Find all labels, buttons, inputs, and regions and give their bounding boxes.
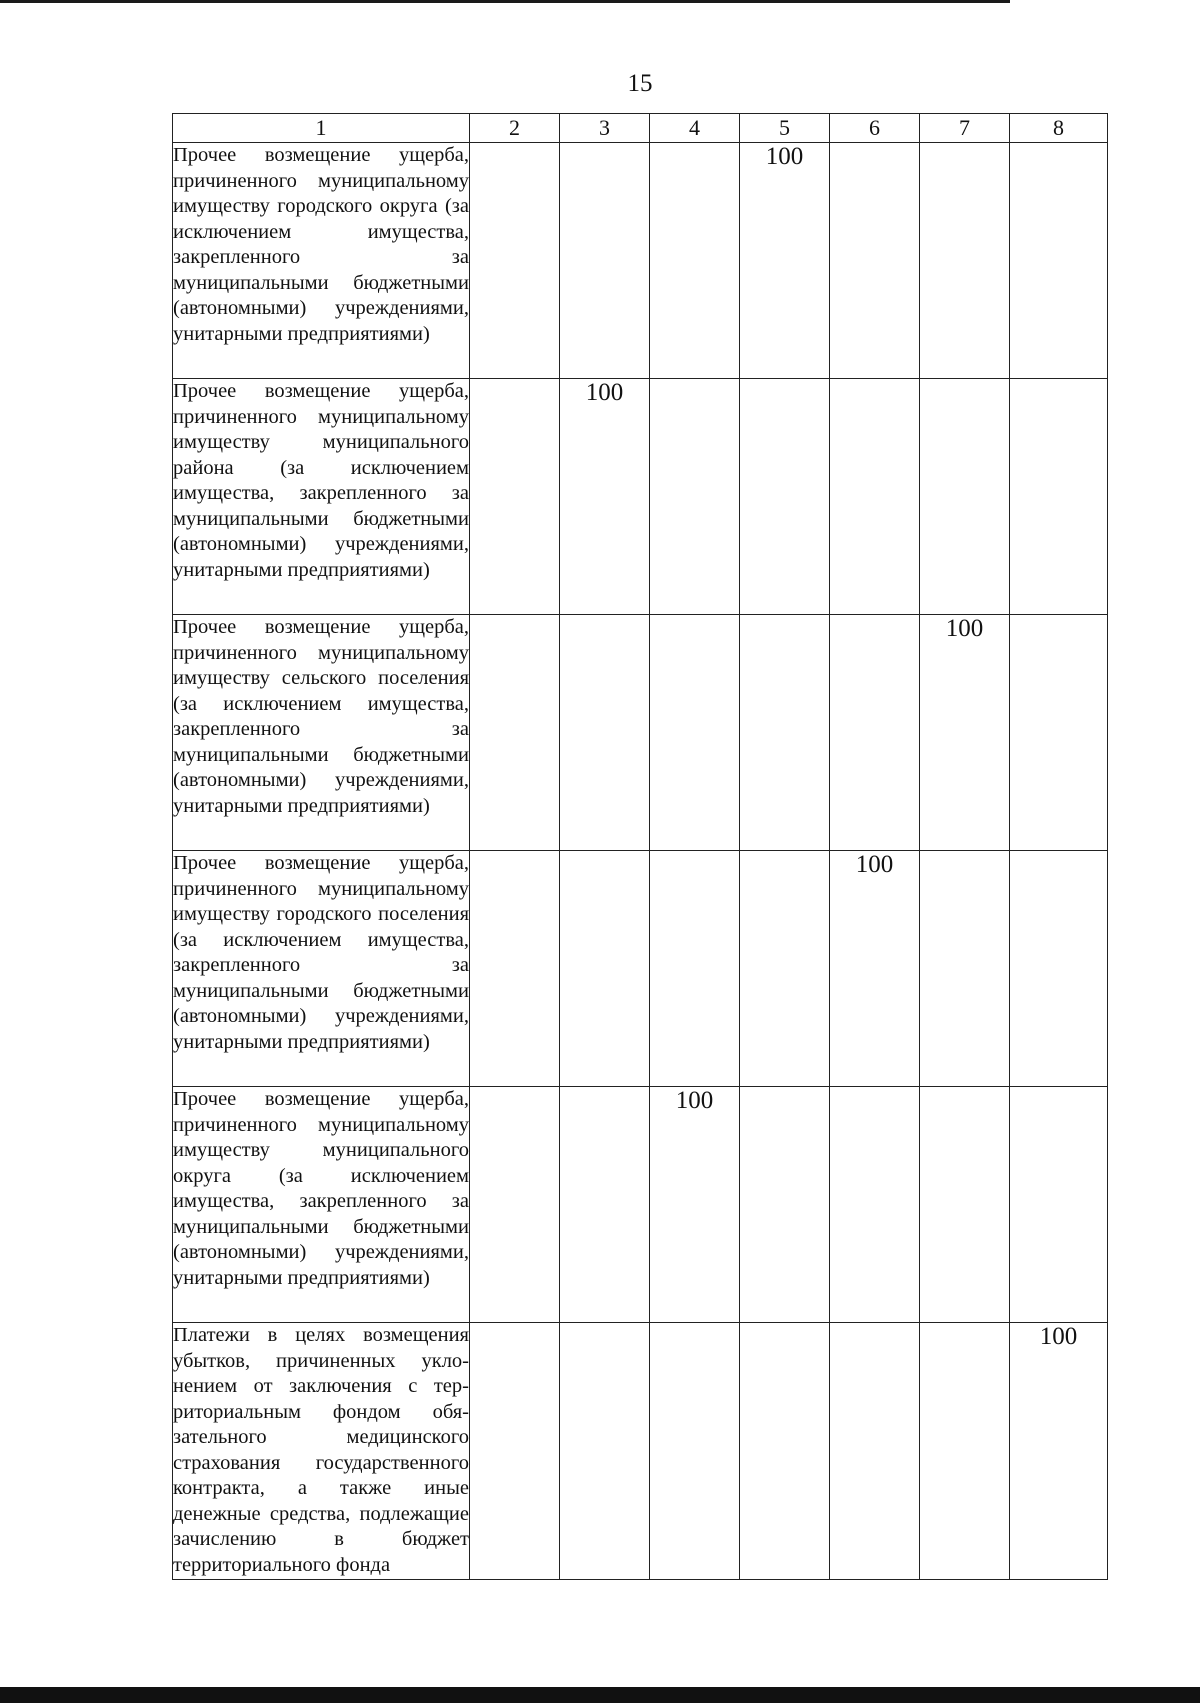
table-cell bbox=[740, 379, 830, 615]
table-cell bbox=[920, 1087, 1010, 1323]
table-cell bbox=[470, 379, 560, 615]
table-cell: 100 bbox=[830, 851, 920, 1087]
table-row bbox=[173, 1087, 1108, 1323]
table-cell bbox=[830, 1323, 920, 1580]
table-cell bbox=[470, 143, 560, 379]
table-cell bbox=[650, 615, 740, 851]
table-cell: 100 bbox=[1010, 1323, 1108, 1580]
column-header-4: 4 bbox=[650, 114, 740, 143]
table-cell bbox=[1010, 851, 1108, 1087]
table-cell bbox=[740, 615, 830, 851]
table-cell: 100 bbox=[650, 1087, 740, 1323]
table-cell bbox=[560, 851, 650, 1087]
table-cell bbox=[560, 143, 650, 379]
table-cell bbox=[1010, 379, 1108, 615]
table-cell bbox=[560, 615, 650, 851]
table-row bbox=[173, 1323, 1108, 1580]
table-cell bbox=[470, 1323, 560, 1580]
column-header-6: 6 bbox=[830, 114, 920, 143]
table-row bbox=[173, 143, 1108, 379]
table-cell bbox=[650, 379, 740, 615]
top-scan-edge bbox=[0, 0, 1010, 3]
column-header-8: 8 bbox=[1010, 114, 1108, 143]
table-cell bbox=[560, 1323, 650, 1580]
table-cell bbox=[1010, 1087, 1108, 1323]
table-cell bbox=[650, 143, 740, 379]
row-description: Прочее возмещение ущерба, причиненного муниципальному имуществу городского округа (за исключением имущества, закрепленного за муниципальными бюджетными (автономными) учреждениями, унитарными предприятиями) bbox=[173, 143, 470, 379]
table-cell bbox=[1010, 615, 1108, 851]
table-cell: 100 bbox=[560, 379, 650, 615]
table-cell bbox=[920, 379, 1010, 615]
row-description: Прочее возмещение ущерба, причиненного муниципальному имуществу муниципального района (за исключением имущества, закрепленного за муниципальными бюджетными (автономными) учреждениями, унитарными предприятиями) bbox=[173, 379, 470, 615]
table-cell bbox=[740, 851, 830, 1087]
table-cell bbox=[920, 1323, 1010, 1580]
table-cell bbox=[560, 1087, 650, 1323]
table-cell bbox=[1010, 143, 1108, 379]
row-description: Прочее возмещение ущерба, причиненного муниципальному имуществу муниципального округа (за исключением имущества, закрепленного за муниципальными бюджетными (автономными) учреждениями, унитарными предприятиями) bbox=[173, 1087, 470, 1323]
row-description: Платежи в целях возмещения убытков, причиненных уклонением от заключения с территориальным фондом обязательного медицинского страхования государственного контракта, а также иные денежные средства, подлежащие зачислению в бюджет территориального фонда bbox=[173, 1323, 470, 1580]
table-cell bbox=[470, 1087, 560, 1323]
table-cell bbox=[650, 851, 740, 1087]
table-cell bbox=[470, 851, 560, 1087]
revenue-distribution-table bbox=[172, 113, 1108, 1580]
column-header-2: 2 bbox=[470, 114, 560, 143]
column-header-3: 3 bbox=[560, 114, 650, 143]
header-row bbox=[173, 114, 1108, 143]
table-cell: 100 bbox=[740, 143, 830, 379]
table-cell bbox=[830, 379, 920, 615]
bottom-scan-edge bbox=[0, 1687, 1200, 1703]
row-description: Прочее возмещение ущерба, причиненного муниципальному имуществу городского поселения (за исключением имущества, закрепленного за муниципальными бюджетными (автономными) учреждениями, унитарными предприятиями) bbox=[173, 851, 470, 1087]
column-header-1: 1 bbox=[173, 114, 470, 143]
table-cell bbox=[920, 851, 1010, 1087]
table-row bbox=[173, 379, 1108, 615]
table-cell: 100 bbox=[920, 615, 1010, 851]
row-description: Прочее возмещение ущерба, причиненного муниципальному имуществу сельского поселения (за исключением имущества, закрепленного за муниципальными бюджетными (автономными) учреждениями, унитарными предприятиями) bbox=[173, 615, 470, 851]
table-row bbox=[173, 615, 1108, 851]
table-cell bbox=[830, 615, 920, 851]
column-header-5: 5 bbox=[740, 114, 830, 143]
column-header-7: 7 bbox=[920, 114, 1010, 143]
table-cell bbox=[470, 615, 560, 851]
table-cell bbox=[920, 143, 1010, 379]
table-row bbox=[173, 851, 1108, 1087]
table-cell bbox=[740, 1087, 830, 1323]
table-cell bbox=[830, 143, 920, 379]
table-cell bbox=[830, 1087, 920, 1323]
page-number: 15 bbox=[627, 70, 653, 97]
table-cell bbox=[650, 1323, 740, 1580]
table-cell bbox=[740, 1323, 830, 1580]
